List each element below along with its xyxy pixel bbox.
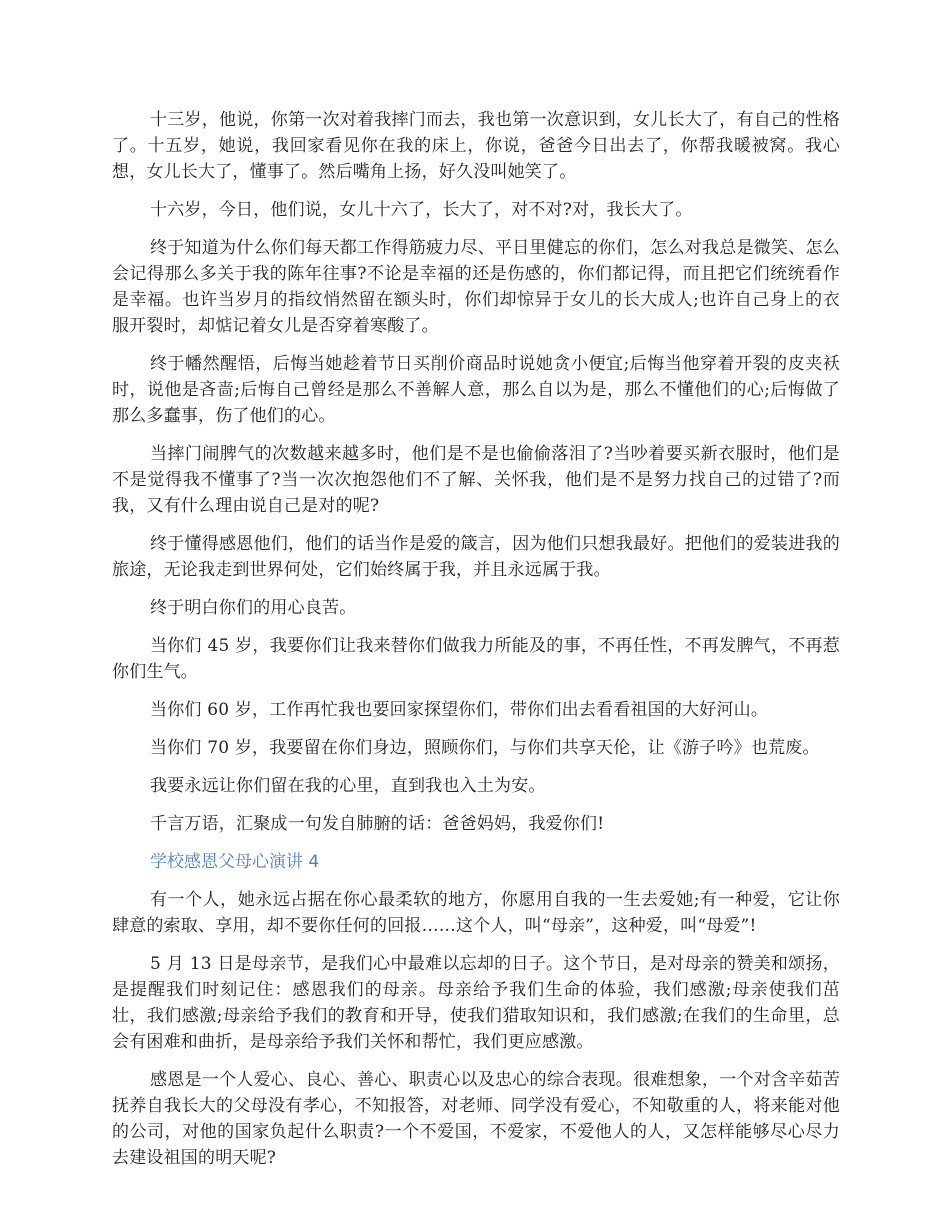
paragraph: 有一个人，她永远占据在你心最柔软的地方，你愿用自我的一生去爱她;有一种爱，它让你肆意的索取、享用，却不要你任何的回报……这个人，叫“母亲”，这种爱，叫“母爱”!: [112, 890, 840, 936]
paragraph: 终于懂得感恩他们，他们的话当作是爱的箴言，因为他们只想我最好。把他们的爱装进我的旅途，无论我走到世界何处，它们始终属于我，并且永远属于我。: [112, 534, 840, 580]
paragraph: 感恩是一个人爱心、良心、善心、职责心以及忠心的综合表现。很难想象，一个对含辛茹苦抚养自我长大的父母没有孝心，不知报答，对老师、同学没有爱心，不知敬重的人，将来能对他的公司，对他的国家负起什么职责?一个不爱国，不爱家，不爱他人的人，又怎样能够尽心尽力去建设祖国的明天呢?: [112, 1070, 840, 1168]
paragraph: 十三岁，他说，你第一次对着我摔门而去，我也第一次意识到，女儿长大了，有自己的性格了。十五岁，她说，我回家看见你在我的床上，你说，爸爸今日出去了，你帮我暖被窝。我心想，女儿长大了，懂事了。然后嘴角上扬，好久没叫她笑了。: [112, 110, 840, 182]
section-heading: 学校感恩父母心演讲 4: [150, 852, 320, 872]
paragraph: 5 月 13 日是母亲节，是我们心中最难以忘却的日子。这个节日，是对母亲的赞美和颂扬，是提醒我们时刻记住：感恩我们的母亲。母亲给予我们生命的体验，我们感激;母亲使我们茁壮，我们感激;母亲给予我们的教育和开导，使我们猎取知识和，我们感激;在我们的生命里，总会有困难和曲折，是母亲给予我们关怀和帮忙，我们更应感激。: [112, 954, 840, 1052]
paragraph: 终于知道为什么你们每天都工作得筋疲力尽、平日里健忘的你们，怎么对我总是微笑、怎么会记得那么多关于我的陈年往事?不论是幸福的还是伤感的，你们都记得，而且把它们统统看作是幸福。也许当岁月的指纹悄然留在额头时，你们却惊异于女儿的长大成人;也许自己身上的衣服开裂时，却惦记着女儿是否穿着寒酸了。: [112, 238, 840, 336]
paragraph: 十六岁，今日，他们说，女儿十六了，长大了，对不对?对，我长大了。: [150, 200, 693, 220]
paragraph: 终于明白你们的用心良苦。: [150, 598, 357, 618]
paragraph: 当摔门闹脾气的次数越来越多时，他们是不是也偷偷落泪了?当吵着要买新衣服时，他们是不是觉得我不懂事了?当一次次抱怨他们不了解、关怀我，他们是不是努力找自己的过错了?而我，又有什么理由说自己是对的呢?: [112, 444, 840, 516]
paragraph: 当你们 45 岁，我要你们让我来替你们做我力所能及的事，不再任性，不再发脾气，不再惹你们生气。: [112, 636, 840, 682]
paragraph: 当你们 70 岁，我要留在你们身边，照顾你们，与你们共享天伦，让《游子吟》也荒废。: [150, 738, 820, 758]
paragraph: 千言万语，汇聚成一句发自肺腑的话：爸爸妈妈，我爱你们!: [150, 814, 605, 834]
paragraph: 终于幡然醒悟，后悔当她趁着节日买削价商品时说她贪小便宜;后悔当他穿着开裂的皮夹袄时，说他是吝啬;后悔自己曾经是那么不善解人意，那么自以为是，那么不懂他们的心;后悔做了那么多蠢事，伤了他们的心。: [112, 354, 840, 426]
paragraph: 当你们 60 岁，工作再忙我也要回家探望你们，带你们出去看看祖国的大好河山。: [150, 700, 769, 720]
paragraph: 我要永远让你们留在我的心里，直到我也入土为安。: [150, 776, 546, 796]
document-body: [112, 107, 840, 1183]
